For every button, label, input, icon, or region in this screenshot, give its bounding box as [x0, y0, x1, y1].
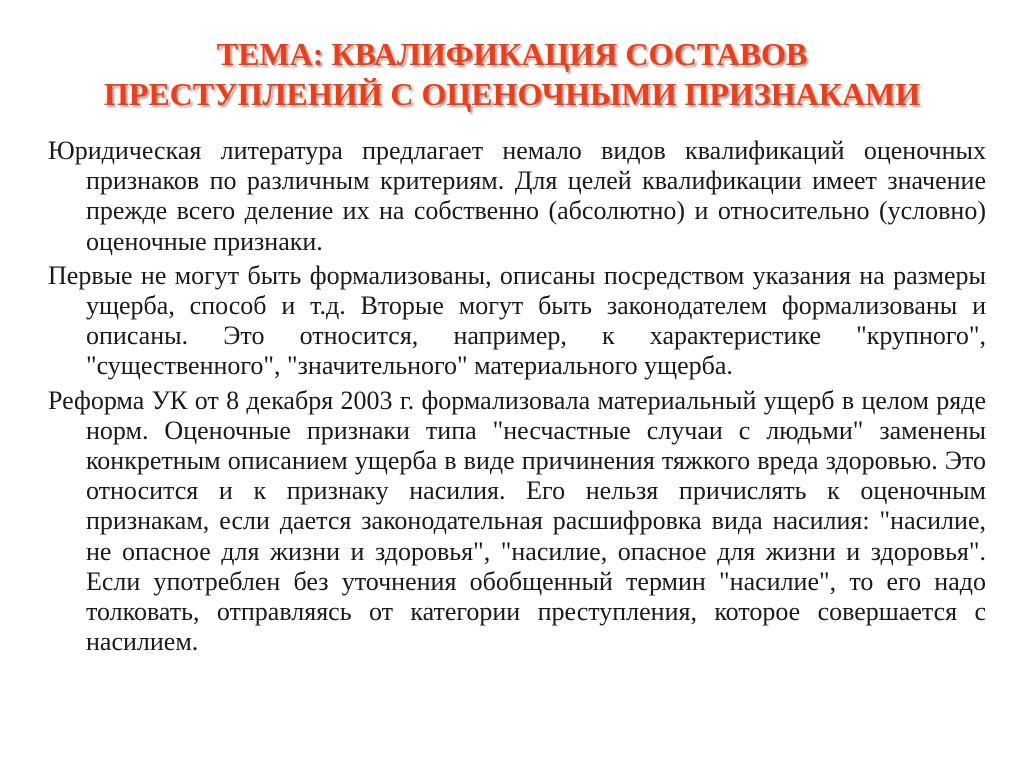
paragraph-reform: Реформа УК от 8 декабря 2003 г. формализовала материальный ущерб в целом ряде норм. Оценочные признаки типа "несчастные случаи с людьми" заменены конкретным описанием ущерба в виде причинения тяжкого вреда здоровью. Это относится и к признаку насилия. Его нельзя причислять к оценочным признакам, если дается законодательная расшифровка вида насилия: "насилие, не опасное для жизни и здоровья", "насилие, опасное для жизни и здоровья". Если употреблен без уточнения обобщенный термин "насилие", то его надо толковать, отправляясь от категории преступления, которое совершается с насилием. [48, 385, 986, 657]
slide-title-line-2: ПРЕСТУПЛЕНИЙ С ОЦЕНОЧНЫМИ ПРИЗНАКАМИ [103, 76, 921, 112]
paragraph-classification: Юридическая литература предлагает немало видов квалификаций оценочных признаков по различным критериям. Для целей квалификации имеет значение прежде всего деление их на собственно (абсолютно) и относительно (условно) оценочные признаки. [48, 136, 986, 256]
slide-title [0, 34, 1024, 114]
slide-title-line-1: ТЕМА: КВАЛИФИКАЦИЯ СОСТАВОВ [216, 36, 808, 72]
slide-body [48, 136, 986, 661]
paragraph-formalization: Первые не могут быть формализованы, описаны посредством указания на размеры ущерба, способ и т.д. Вторые могут быть законодателем формализованы и описаны. Это относится, например, к характеристике "крупного", "существенного", "значительного" материального ущерба. [48, 260, 986, 381]
